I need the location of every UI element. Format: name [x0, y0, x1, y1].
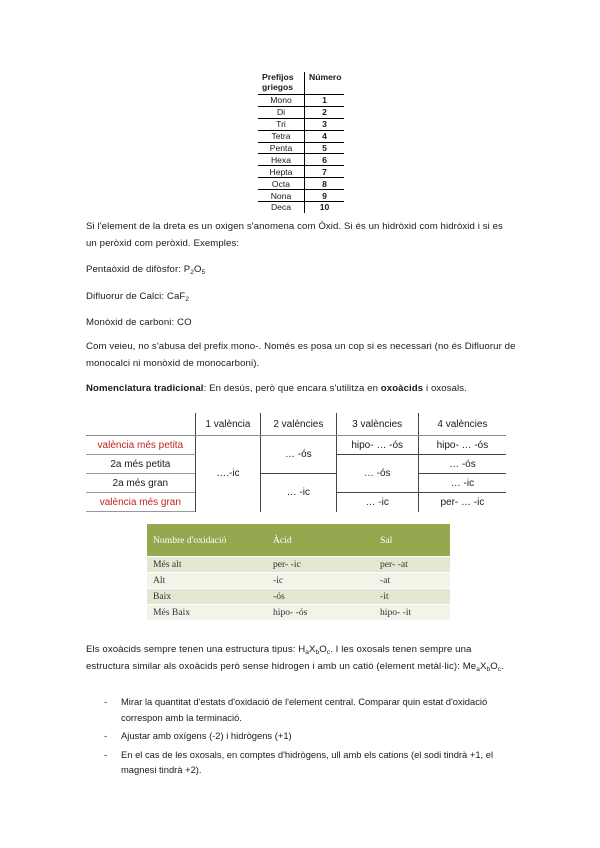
- intro-paragraph: Si l'element de la dreta es un oxigen s'anomena com Òxid. Si és un hidròxid com hidròxid i si es un peròxid com peròxid. Exemples:: [86, 221, 503, 249]
- table-row: [258, 154, 344, 166]
- ox-cell: per- -at: [374, 557, 450, 573]
- example-monoxide: Monòxid de carboni: CO: [86, 317, 192, 328]
- oxidation-state-table: [147, 524, 450, 620]
- cell-3-valences-row1: hipo- … -ós: [336, 436, 418, 455]
- list-item: - Mirar la quantitat d'estats d'oxidació de l'element central. Comparar quin estat d'oxidació correspon amb la terminació.: [104, 696, 488, 723]
- prefix-cell: Deca: [258, 202, 305, 213]
- ox-cell: Alt: [147, 573, 267, 589]
- ox-cell: Més Baix: [147, 605, 267, 621]
- prefix-cell: Nona: [258, 190, 305, 202]
- table-row: [258, 178, 344, 190]
- cell-4-valences-row3: … -ic: [418, 474, 506, 493]
- header-2-valences: 2 valències: [261, 413, 336, 436]
- example-difluoride: Difluorur de Calci: CaF$_2$: [86, 291, 190, 303]
- table-row: [258, 118, 344, 130]
- row-label-lowest: valència més petita: [86, 436, 195, 455]
- cell-4-valences-row4: per- … -ic: [418, 493, 506, 512]
- list-item: - En el cas de les oxosals, en comptes d'hidrògens, ull amb els cations (el sodi tindrà +1, el magnesi tindrà +2).: [104, 748, 494, 775]
- number-cell: 8: [305, 178, 345, 190]
- traditional-nomenclature-table: [86, 413, 506, 512]
- table-row: [258, 130, 344, 142]
- number-cell: 10: [305, 202, 345, 213]
- ox-header-acid: Àcid: [267, 524, 374, 557]
- header-1-valence: 1 valència: [195, 413, 260, 436]
- steps-list: [86, 694, 516, 781]
- number-cell: 9: [305, 190, 345, 202]
- oxoacid-structure-paragraph: Els oxoàcids sempre tenen una estructura tipus: $H_aX_bO_c$. I les oxosals tenen sempre una estructura similar als oxoàcids però sense hidrogen i amb un catió (element metàl·lic): $Me_aX_bO_c$.: [86, 644, 504, 673]
- table-row: [258, 95, 344, 107]
- prefix-header: Prefijos griegos: [258, 72, 305, 95]
- example-pentaoxide: Pentaòxid de difòsfor: $P_2O_5$: [86, 264, 206, 276]
- prefix-cell: Octa: [258, 178, 305, 190]
- ox-cell: -ós: [267, 589, 374, 605]
- cell-2-valences-top: … -ós: [261, 436, 336, 474]
- ox-cell: -at: [374, 573, 450, 589]
- ox-cell: Més alt: [147, 557, 267, 573]
- header-3-valences: 3 valències: [336, 413, 418, 436]
- table-row: [258, 142, 344, 154]
- traditional-nomenclature-heading: Nomenclatura tradicional: En desús, però que encara s'utilitza en oxoàcids i oxosals.: [86, 383, 467, 394]
- row-label-second-lowest: 2a més petita: [86, 455, 195, 474]
- row-label-highest: valència més gran: [86, 493, 195, 512]
- number-cell: 5: [305, 142, 345, 154]
- prefix-note: Com veieu, no s'abusa del prefix mono-. Només es posa un cop si es necessari (no és Difluorur de monocalci ni monòxid de monocarboni).: [86, 341, 516, 369]
- table-row: [147, 557, 450, 573]
- corner-cell: [86, 413, 195, 436]
- number-cell: 7: [305, 166, 345, 178]
- list-item: - Ajustar amb oxígens (-2) i hidrògens (+1): [104, 730, 292, 741]
- number-cell: 3: [305, 118, 345, 130]
- number-cell: 1: [305, 95, 345, 107]
- ox-cell: hipo- -ós: [267, 605, 374, 621]
- ox-cell: hipo- -it: [374, 605, 450, 621]
- ox-cell: -ic: [267, 573, 374, 589]
- number-cell: 4: [305, 130, 345, 142]
- number-cell: 2: [305, 106, 345, 118]
- ox-cell: per- -ic: [267, 557, 374, 573]
- ox-header-salt: Sal: [374, 524, 450, 557]
- row-label-second-highest: 2a més gran: [86, 474, 195, 493]
- ox-cell: -it: [374, 589, 450, 605]
- table-row: [258, 106, 344, 118]
- cell-4-valences-row2: … -ós: [418, 455, 506, 474]
- table-row: [147, 573, 450, 589]
- prefix-cell: Hexa: [258, 154, 305, 166]
- cell-3-valences-middle: … -ós: [336, 455, 418, 493]
- table-row: [147, 605, 450, 621]
- prefix-cell: Hepta: [258, 166, 305, 178]
- prefix-cell: Di: [258, 106, 305, 118]
- table-row: [258, 166, 344, 178]
- prefix-cell: Penta: [258, 142, 305, 154]
- number-header: Número: [309, 72, 342, 82]
- table-row: [147, 589, 450, 605]
- prefix-cell: Tetra: [258, 130, 305, 142]
- cell-1-valence: ….-ic: [195, 436, 260, 512]
- header-4-valences: 4 valències: [418, 413, 506, 436]
- table-row: [258, 190, 344, 202]
- cell-4-valences-row1: hipo- … -ós: [418, 436, 506, 455]
- table-row: [258, 202, 344, 213]
- cell-2-valences-bottom: … -ic: [261, 474, 336, 512]
- number-cell: 6: [305, 154, 345, 166]
- ox-header-oxidation: Nombre d'oxidació: [147, 524, 267, 557]
- prefix-table: [258, 72, 344, 213]
- ox-cell: Baix: [147, 589, 267, 605]
- prefix-cell: Mono: [258, 95, 305, 107]
- cell-3-valences-row4: … -ic: [336, 493, 418, 512]
- prefix-cell: Tri: [258, 118, 305, 130]
